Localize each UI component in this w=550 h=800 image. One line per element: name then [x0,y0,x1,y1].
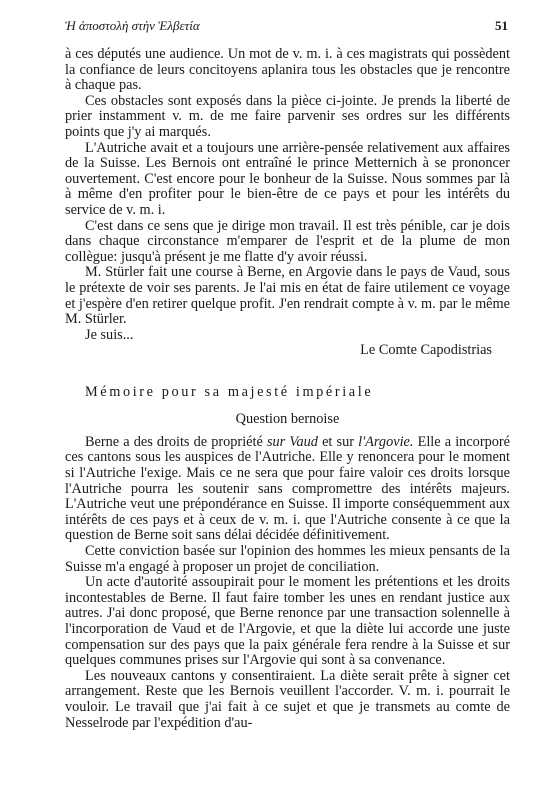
letter-paragraph-4: C'est dans ce sens que je dirige mon travail. Il est très pénible, car je dois dans chaque circonstance m'emparer de l'esprit et de la plume de mon collègue: jusqu'à présent je me flatte d'y avoir réussi. [65,217,510,265]
letter-body [65,47,510,343]
letter-signature: Le Comte Capodistrias [360,342,492,359]
memoire-heading: Mémoire pour sa majesté impériale [85,383,374,400]
letter-paragraph-3: L'Autriche avait et a toujours une arrière-pensée relativement aux affaires de la Suisse. Les Bernois ont entraîné le prince Metternich à se prononcer ouvertement. C'est encore pour le bonheur de la Suisse. Nous sommes par là à même d'en profiter pour le bien-être de ce pays et pour les intérêts du service de v. m. i. [65,139,510,218]
page-number: 51 [495,18,508,33]
memoire-paragraph-4: Les nouveaux cantons y consentiraient. La diète serait prête à signer cet arrangement. Reste que les Bernois veuillent l'accorder. V. m. i. pourrait le vouloir. Le travail que j'ai fait à ce sujet et que je transmets au comte de Nesselrode par l'expédition d'au- [65,667,510,731]
memoire-p1-argovie: l'Argovie. [358,433,414,450]
memoire-paragraph-3: Un acte d'autorité assoupirait pour le moment les prétentions et les droits incontestables de Berne. Il faut faire tomber les unes en rendant justice aux autres. J'ai donc proposé, que Berne renonce par une transaction solennelle à l'incorporation de Vaud et de l'Argovie, et que la diète lui accorde une juste compensation sur des pays que la paix générale fera rendre à la Suisse et sur quelques communes prises sur l'Argovie qui sont à sa convenance. [65,574,510,669]
memoire-body [65,435,510,731]
memoire-p1-vaud: sur Vaud [266,433,318,450]
memoire-paragraph-2: Cette conviction basée sur l'opinion des hommes les mieux pensants de la Suisse m'a engagé à proposer un projet de conciliation. [65,543,510,575]
running-title: Ἡ ἀποστολὴ στὴν Ἑλβετία [65,18,200,33]
letter-closing: Je suis... [85,326,134,343]
letter-paragraph-5: M. Stürler fait une course à Berne, en Argovie dans le pays de Vaud, sous le prétexte de voir ses parents. Je l'ai mis en état de faire utilement ce voyage et j'espère d'en retirer quelque profit. J'en rendrait compte à v. m. par le même M. Stürler. [65,264,510,328]
running-header [65,18,510,34]
letter-paragraph-1: à ces députés une audience. Un mot de v. m. i. à ces magistrats qui possèdent la confiance de leurs concitoyens aplanira tous les obstacles que je rencontre à chaque pas. [65,46,510,94]
memoire-paragraph-1 [65,435,510,544]
memoire-p1-text-c: Elle a incorporé ces cantons sous les auspices de l'Autriche. Elle y renoncera pour le moment si l'Autriche l'exige. Mais ce ne sera que pour faire valoir ces droits lorsque l'Autriche pourra les soutenir sans compromettre des intérêts majeurs. L'Autriche veut une prépondérance en Suisse. Il importe conséquemment aux intérêts de ces pays et à ceux de v. m. i. que l'Autriche consente à ce que la question de Berne soit sans délai décidée définitivement. [65,433,510,544]
memoire-p1-text-a: Berne a des droits de propriété [85,433,267,450]
memoire-subheading: Question bernoise [235,410,340,427]
letter-paragraph-2: Ces obstacles sont exposés dans la pièce ci-jointe. Je prends la liberté de prier instamment v. m. de me faire parvenir ses ordres sur les différents points que j'y ai marqués. [65,92,510,140]
memoire-p1-text-b: et sur [317,433,359,450]
